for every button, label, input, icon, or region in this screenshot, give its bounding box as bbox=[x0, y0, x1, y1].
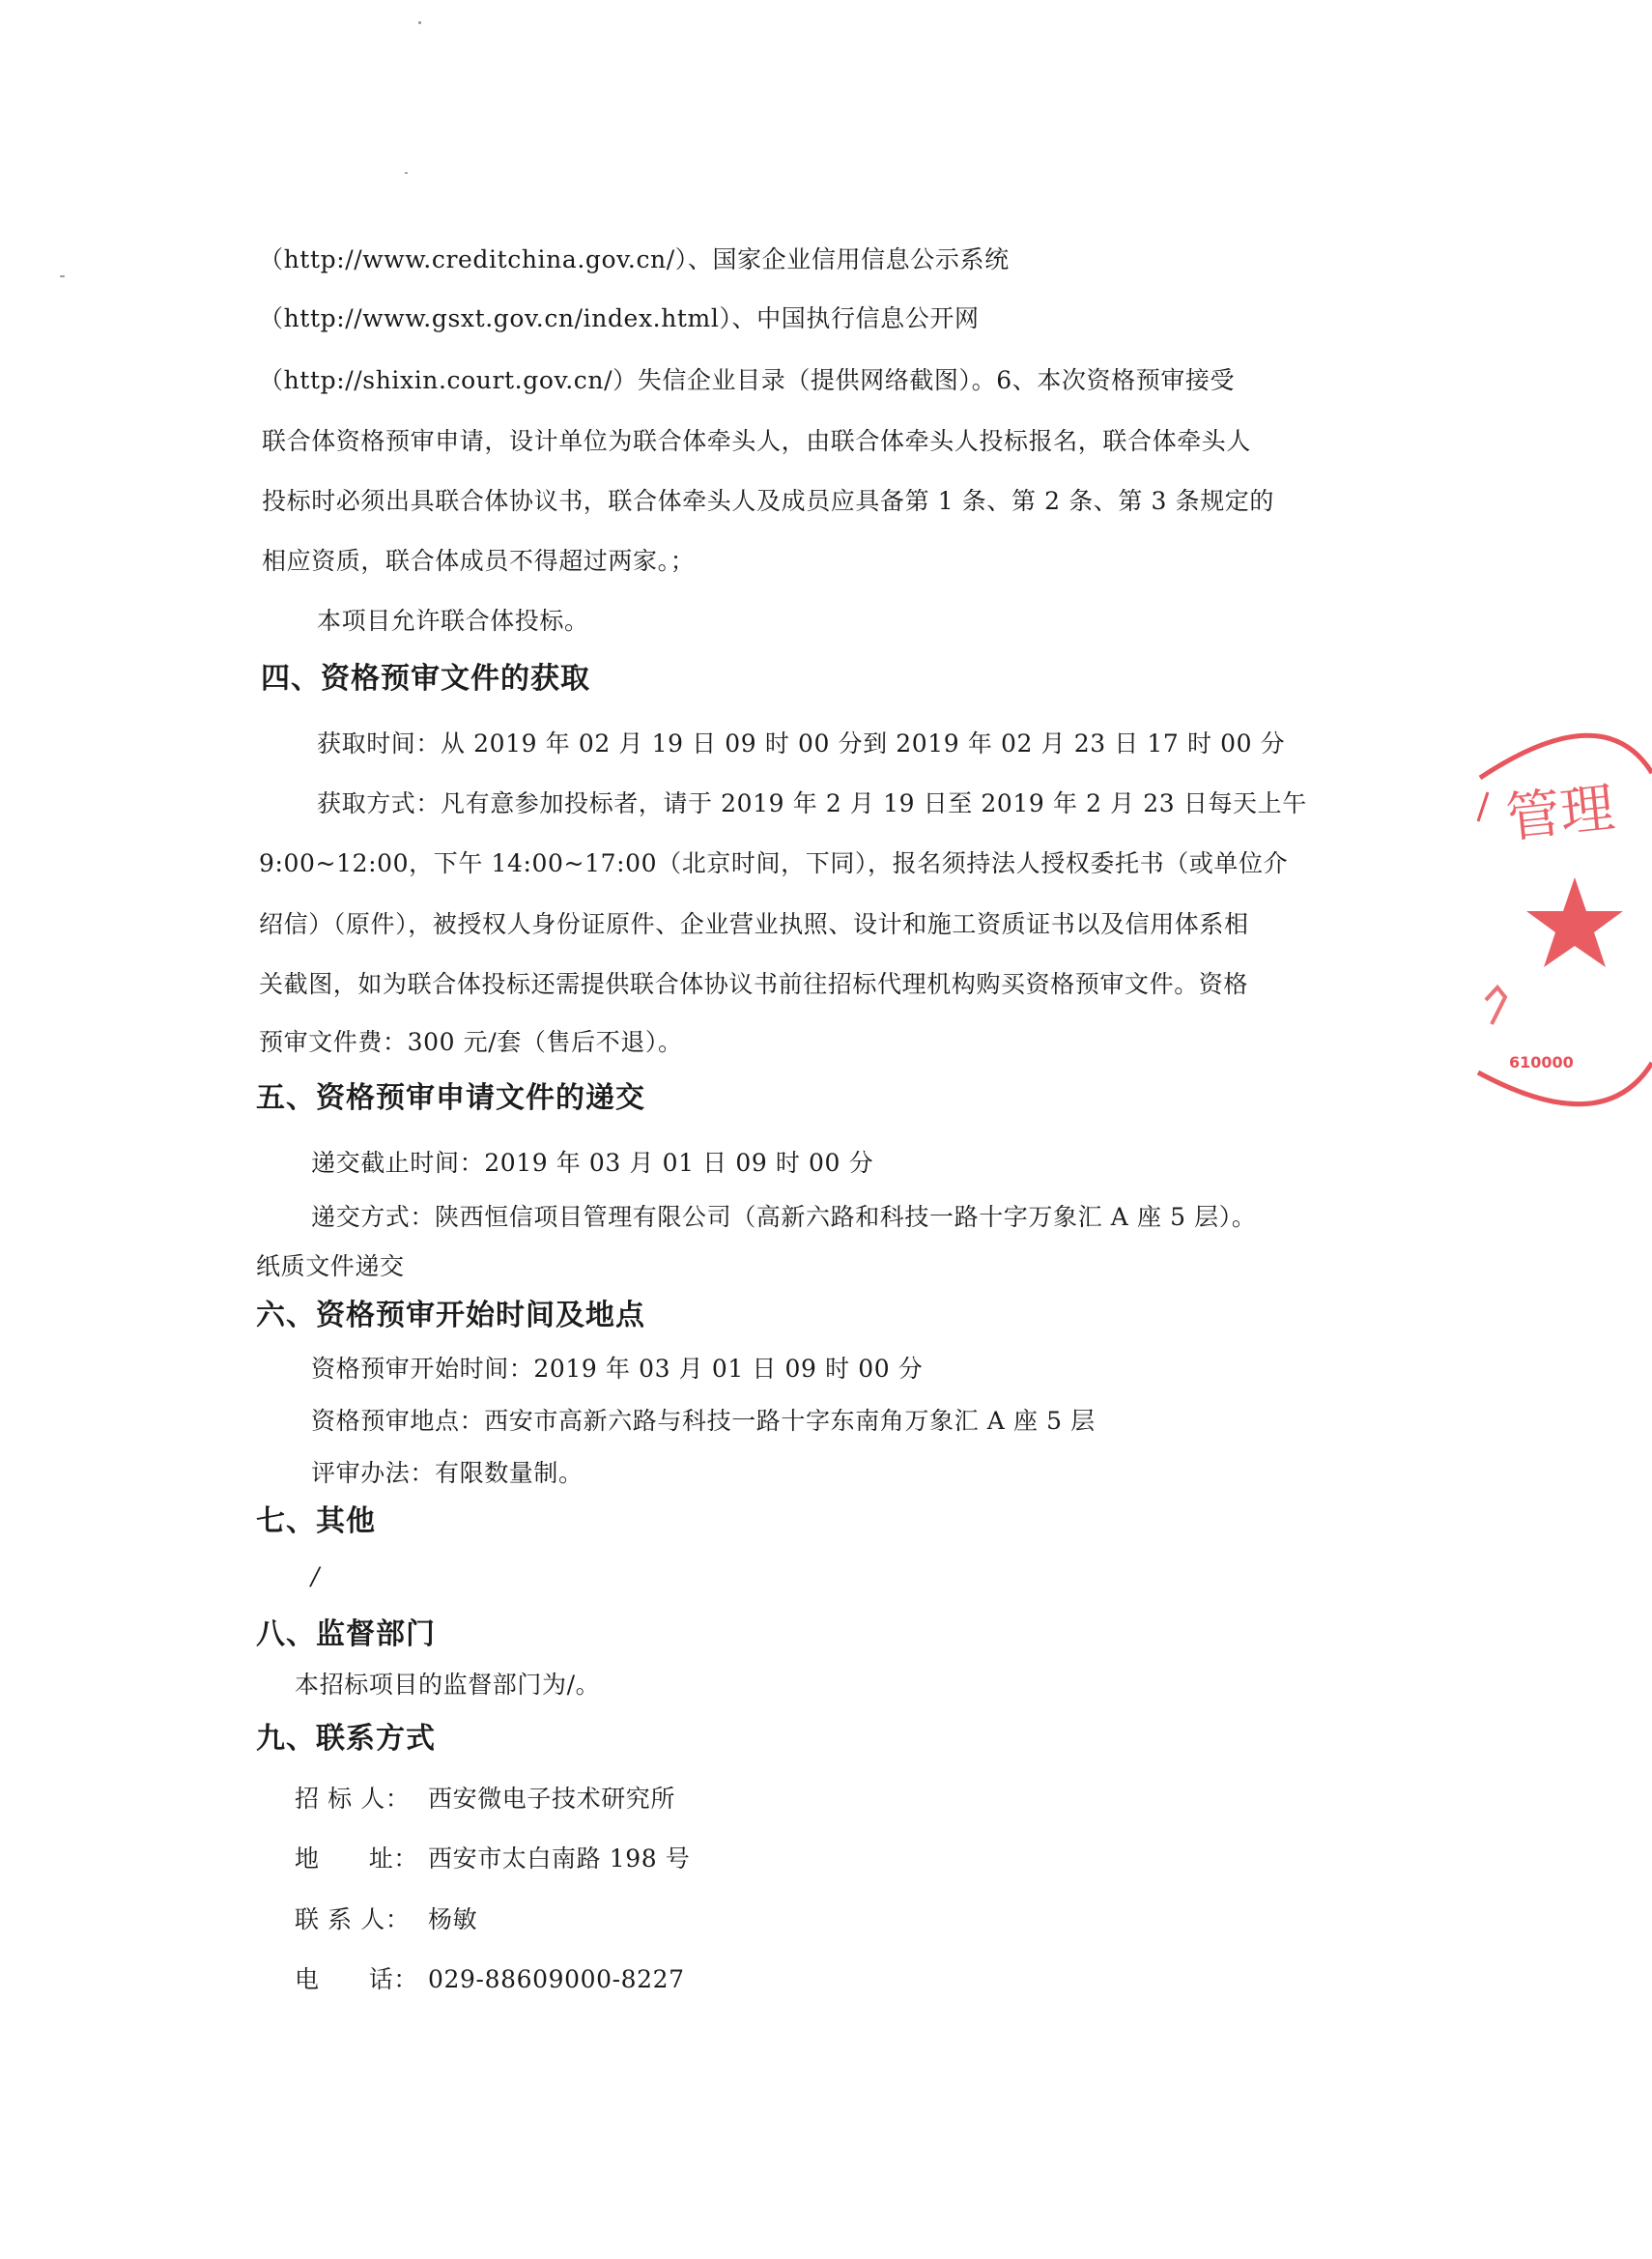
contact-label: 联 系 人： bbox=[295, 1905, 411, 1933]
paragraph-line: 相应资质，联合体成员不得超过两家。； bbox=[262, 547, 696, 575]
section-6-heading: 六、资格预审开始时间及地点 bbox=[256, 1299, 645, 1332]
submission-method-cont: 纸质文件递交 bbox=[256, 1252, 405, 1280]
consortium-note: 本项目允许联合体投标。 bbox=[317, 607, 589, 635]
acquisition-method-line: 预审文件费：300 元/套（售后不退）。 bbox=[259, 1028, 683, 1056]
paragraph-line: 联合体资格预审申请，设计单位为联合体牵头人，由联合体牵头人投标报名，联合体牵头人 bbox=[262, 427, 1252, 455]
contact-row bbox=[295, 1843, 690, 1875]
section-7-heading: 七、其他 bbox=[256, 1504, 376, 1538]
prequal-start-time: 资格预审开始时间：2019 年 03 月 01 日 09 时 00 分 bbox=[311, 1355, 924, 1383]
acquisition-time: 获取时间：从 2019 年 02 月 19 日 09 时 00 分到 2019 年 02 月 23 日 17 时 00 分 bbox=[317, 729, 1286, 758]
paragraph-line: （http://www.creditchina.gov.cn/）、国家企业信用信息公示系统 bbox=[259, 245, 1010, 273]
section-4-heading: 四、资格预审文件的获取 bbox=[261, 662, 590, 696]
scan-speck bbox=[405, 172, 408, 174]
contact-label: 招 标 人： bbox=[295, 1785, 411, 1813]
supervision-content: 本招标项目的监督部门为/。 bbox=[295, 1671, 601, 1699]
seal-number: 610000 bbox=[1509, 1053, 1574, 1072]
submission-deadline: 递交截止时间：2019 年 03 月 01 日 09 时 00 分 bbox=[311, 1149, 874, 1177]
other-content: / bbox=[311, 1562, 321, 1590]
paragraph-line: （http://shixin.court.gov.cn/）失信企业目录（提供网络截图）。6、本次资格预审接受 bbox=[259, 366, 1236, 394]
scan-speck bbox=[418, 21, 421, 24]
paragraph-line: 投标时必须出具联合体协议书，联合体牵头人及成员应具备第 1 条、第 2 条、第 3 条规定的 bbox=[262, 487, 1275, 515]
prequal-location: 资格预审地点：西安市高新六路与科技一路十字东南角万象汇 A 座 5 层 bbox=[311, 1407, 1096, 1435]
contact-row bbox=[295, 1783, 675, 1816]
contact-value: 西安微电子技术研究所 bbox=[428, 1785, 676, 1813]
section-9-heading: 九、联系方式 bbox=[256, 1722, 436, 1756]
review-method: 评审办法：有限数量制。 bbox=[311, 1459, 584, 1487]
seal-text: 管理 bbox=[1503, 776, 1618, 851]
contact-value: 杨敏 bbox=[428, 1905, 478, 1933]
section-5-heading: 五、资格预审申请文件的递交 bbox=[256, 1081, 645, 1115]
paragraph-line: （http://www.gsxt.gov.cn/index.html）、中国执行信息公开网 bbox=[259, 304, 980, 332]
acquisition-method-line: 获取方式：凡有意参加投标者，请于 2019 年 2 月 19 日至 2019 年 2 月 23 日每天上午 bbox=[317, 789, 1307, 817]
contact-value: 029-88609000-8227 bbox=[428, 1965, 685, 1993]
contact-label: 地 址： bbox=[295, 1844, 419, 1873]
acquisition-method-line: 关截图，如为联合体投标还需提供联合体协议书前往招标代理机构购买资格预审文件。资格 bbox=[259, 970, 1249, 998]
scan-speck bbox=[60, 275, 65, 277]
contact-row bbox=[295, 1903, 477, 1936]
acquisition-method-line: 9:00~12:00，下午 14:00~17:00（北京时间，下同），报名须持法人授权委托书（或单位介 bbox=[259, 849, 1289, 877]
submission-method: 递交方式：陕西恒信项目管理有限公司（高新六路和科技一路十字万象汇 A 座 5 层）。 bbox=[311, 1203, 1257, 1231]
contact-label: 电 话： bbox=[295, 1965, 419, 1993]
contact-row bbox=[295, 1963, 685, 1996]
contact-value: 西安市太白南路 198 号 bbox=[428, 1844, 691, 1873]
company-seal-stamp bbox=[1459, 734, 1652, 1101]
acquisition-method-line: 绍信）（原件），被授权人身份证原件、企业营业执照、设计和施工资质证书以及信用体系相 bbox=[259, 910, 1249, 938]
section-8-heading: 八、监督部门 bbox=[256, 1617, 436, 1651]
